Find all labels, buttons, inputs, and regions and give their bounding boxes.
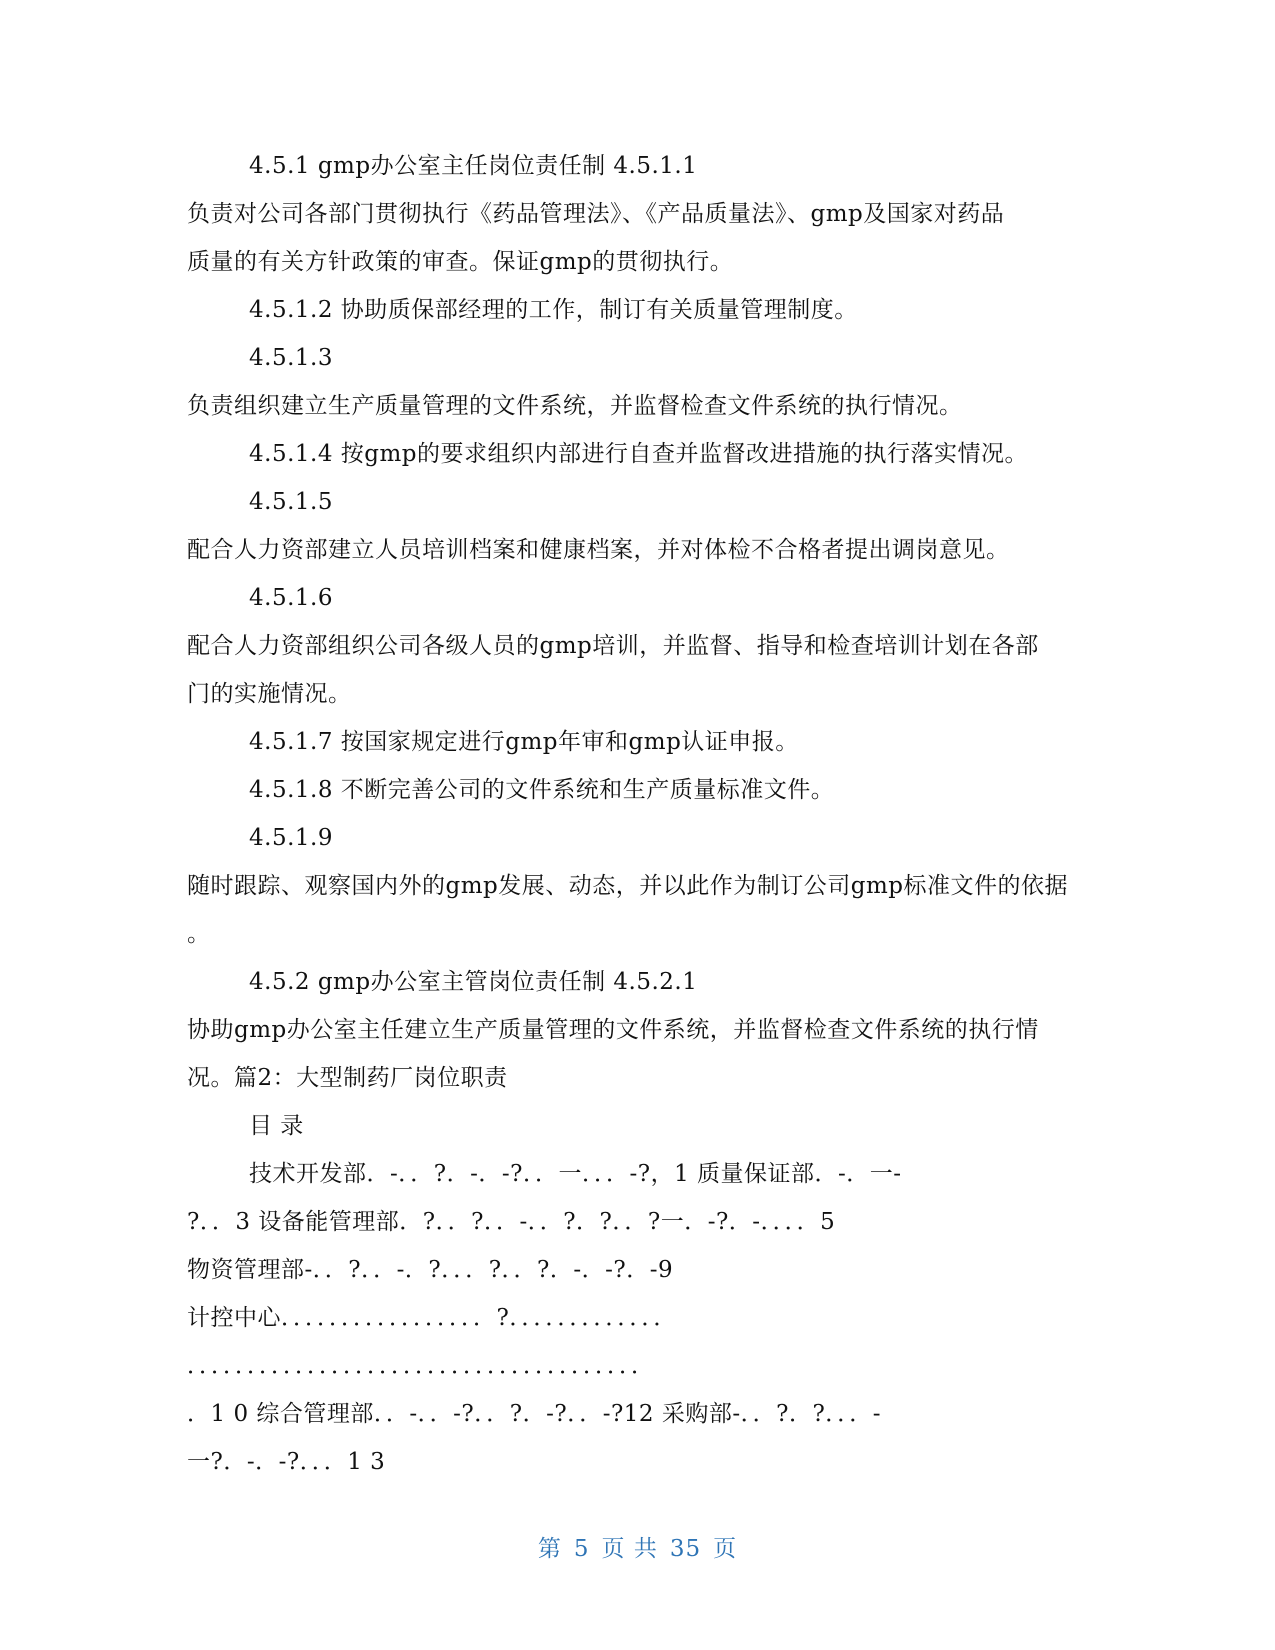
paragraph-line: 负责组织建立生产质量管理的文件系统，并监督检查文件系统的执行情况。 — [187, 393, 963, 419]
paragraph-line: 协助gmp办公室主任建立生产质量管理的文件系统，并监督检查文件系统的执行情 — [187, 1017, 1039, 1043]
footer-prefix: 第 — [537, 1536, 562, 1562]
clause-4-5-1-2: 4.5.1.2 协助质保部经理的工作，制订有关质量管理制度。 — [249, 297, 858, 323]
paragraph-line: 质量的有关方针政策的审查。保证gmp的贯彻执行。 — [187, 249, 734, 275]
footer-suffix: 页 — [713, 1536, 738, 1562]
footer-middle: 页 共 — [601, 1536, 658, 1562]
paragraph-line: 配合人力资部建立人员培训档案和健康档案，并对体检不合格者提出调岗意见。 — [187, 537, 1010, 563]
page-footer — [0, 1530, 1275, 1563]
toc-line: ．1 0 综合管理部．．-．．-?．．?．-?．．-?12 采购部-．．?．?．．．- — [187, 1401, 882, 1427]
clause-4-5-1-7: 4.5.1.7 按国家规定进行gmp年审和gmp认证申报。 — [249, 729, 799, 755]
toc-line: 物资管理部-．．?．．-．?．．．?．．?．-．-?．-9 — [187, 1257, 674, 1283]
section-heading-4-5-1: 4.5.1 gmp办公室主任岗位责任制 4.5.1.1 — [249, 153, 698, 179]
paragraph-line: 门的实施情况。 — [187, 681, 352, 707]
paragraph-line: 配合人力资部组织公司各级人员的gmp培训，并监督、指导和检查培训计划在各部 — [187, 633, 1039, 659]
clause-number-4-5-1-6: 4.5.1.6 — [249, 585, 333, 611]
toc-line: ?．．3 设备能管理部．?．．?．．-．．?．?．．?一．-?．-．．．．5 — [187, 1209, 836, 1235]
section-heading-4-5-2: 4.5.2 gmp办公室主管岗位责任制 4.5.2.1 — [249, 969, 698, 995]
toc-line: 一?．-．-?．．．1 3 — [187, 1449, 386, 1475]
clause-number-4-5-1-5: 4.5.1.5 — [249, 489, 333, 515]
clause-4-5-1-4: 4.5.1.4 按gmp的要求组织内部进行自查并监督改进措施的执行落实情况。 — [249, 441, 1029, 467]
toc-line: 计控中心．．．．．．．．．．．．．．．．．?．．．．．．．．．．．．． — [187, 1305, 677, 1331]
toc-heading: 目 录 — [249, 1113, 304, 1139]
current-page-number: 5 — [573, 1536, 590, 1562]
clause-4-5-1-8: 4.5.1.8 不断完善公司的文件系统和生产质量标准文件。 — [249, 777, 835, 803]
clause-number-4-5-1-3: 4.5.1.3 — [249, 345, 333, 371]
paragraph-line: 随时跟踪、观察国内外的gmp发展、动态，并以此作为制订公司gmp标准文件的依据 — [187, 873, 1069, 899]
document-body — [187, 142, 1087, 1486]
paragraph-line: 负责对公司各部门贯彻执行《药品管理法》、《产品质量法》、gmp及国家对药品 — [187, 201, 1005, 227]
total-pages-number: 35 — [669, 1536, 702, 1562]
toc-line: 技术开发部．-．．?．-．-?．．一．．．-?，1 质量保证部．-．一- — [249, 1161, 902, 1187]
paragraph-line: 。 — [187, 921, 211, 947]
toc-line: ．．．．．．．．．．．．．．．．．．．．．．．．．．．．．．．．．．．．．． — [187, 1353, 655, 1379]
clause-number-4-5-1-9: 4.5.1.9 — [249, 825, 333, 851]
paragraph-line: 况。篇2：大型制药厂岗位职责 — [187, 1065, 508, 1091]
